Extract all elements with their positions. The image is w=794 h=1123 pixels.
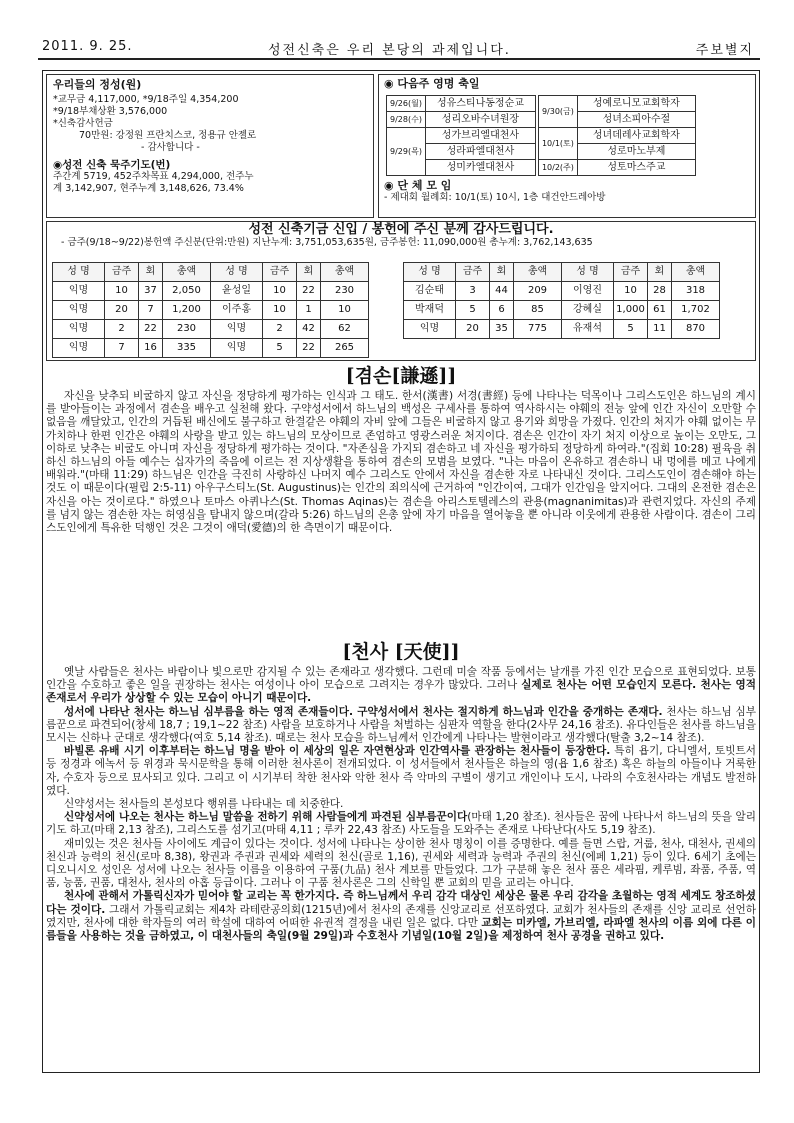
donation-summary: - 금주(9/18~9/22)봉헌액 주신분(단위:만원) 지난누계: 3,751,053,635원, 금주봉헌: 11,090,000원 총누계: 3,762,143,635 bbox=[61, 237, 593, 248]
group-title: ◉ 단 체 모 임 bbox=[384, 179, 452, 192]
donation-cell: 2 bbox=[105, 320, 139, 339]
angel-paragraph: 바빌론 유배 시기 이후부터는 하느님 명을 받아 이 세상의 일은 자연현상과 인간역사를 관장하는 천사들이 등장한다. 특히 욥기, 다니엘서, 토빗트서 등 정경과 에녹서 등 위경과 묵시문학을 통해 이러한 천사론이 전개되었다. 이 성서들에서 천사들은 하늘의 영(욥 1,6 참조) 혹은 하늘의 아들이나 거룩한 자, 수호자 등으로 묘사되고 있다. 그리고 이 시기부터 착한 천사와 악한 천사 즉 악마의 구별이 생기고 개인이나 도시, 나라의 수호천사라는 개념도 발전하였다. bbox=[46, 745, 756, 797]
donation-cell: 775 bbox=[514, 320, 562, 339]
donation-cell: 김순태 bbox=[404, 282, 456, 301]
offering-box bbox=[46, 74, 374, 218]
edition-label: 주보별지 bbox=[695, 43, 754, 58]
feast-name: 성가브리엘대천사 bbox=[425, 128, 535, 144]
donation-cell: 10 bbox=[321, 301, 369, 320]
feast-table-left: 9/26(월) 성유스티나동정순교 9/28(수) 성리오바수녀원장 9/29(목) 성가브리엘대천사 성라파엘대천사 성미카엘대천사 bbox=[386, 95, 536, 176]
donation-cell: 11 bbox=[648, 320, 672, 339]
donation-row bbox=[53, 339, 369, 358]
angel-title: [천사 [天使]] bbox=[342, 641, 460, 663]
humility-text: 자신을 낮추되 비굴하지 않고 자신을 정당하게 평가하는 인식과 그 태도. 한서(漢書) 서경(書經) 등에 나타나는 덕목이나 그리스도인은 하느님의 계시를 받아들이는 과정에서 겸손을 배우고 실천해 왔다. 구약성서에서 하느님의 백성은 구세사를 통하여 역사하시는 야훼의 전능 앞에 인간 자신이 오만할 수 없음을 깨달았고, 인간의 거듭된 배신에도 불구하고 한결같은 야훼의 자비 앞에 그들은 비굴하지 않고 용기와 희망을 가졌다. 인간의 처지가 야훼 없이는 무가치하나 한편 인간은 야훼의 사랑을 받고 있는 하느님의 모상이므로 존엄하고 영광스러운 처지이다. 겸손은 인간이 자기 처지 이상으로 높이는 오만도, 그 이하로 낮추는 비굴도 아니며 자신을 정당하게 평가하는 것이다. "자존심을 가지되 겸손하고 네 자신을 평가하되 정당하게 하여라."(집회 10:28) 필육을 취하신 하느님의 아들 예수는 십자가의 죽음에 이르는 전 지상생활을 통하여 겸손의 모범을 보였다. "나는 마음이 온유하고 겸손하니 내 멍에를 메고 나에게 배워라."(마태 11:29) 하느님은 인간을 극진히 사랑하신 나머지 예수 그리스도 안에서 자신을 겸손한 자로 나타내신 것이다. 그리스도인이 겸손해야 하는 것도 이 때문이다(필립 2:5-11) 아우구스티노(St. Augustinus)는 인간의 죄의식에 근거하여 "인간이여, 그대가 인간임을 알지어다. 그대의 온전한 겸손은 자신을 아는 것이로다." 하였으나 토마스 아퀴나스(St. Thomas Aqinas)는 겸손을 아리스토텔레스의 관용(magnanimitas)과 관련지었다. 자신의 주제를 넘지 않는 겸손한 자는 허영심을 탐내지 않으며(갈라 5:26) 하느님의 은총 앞에 자기 마음을 열어놓을 뿐 아니라 이웃에게 관용한 사람이다. 겸손이 그리스도인에게 특유한 덕행인 것은 그것이 애덕(愛德)의 한 측면이기 때문이다. bbox=[46, 390, 756, 535]
donation-cell: 20 bbox=[456, 320, 490, 339]
donation-cell: 익명 bbox=[211, 320, 263, 339]
donation-header-cell: 성 명 bbox=[211, 263, 263, 282]
donation-header-cell: 회 bbox=[297, 263, 321, 282]
donation-cell: 42 bbox=[297, 320, 321, 339]
donation-header-cell: 성 명 bbox=[562, 263, 614, 282]
donation-cell: 5 bbox=[456, 301, 490, 320]
donation-header-cell: 금주 bbox=[614, 263, 648, 282]
donation-cell: 265 bbox=[321, 339, 369, 358]
angel-paragraph: 천사에 관해서 가톨릭신자가 믿어야 할 교리는 꼭 한가지다. 즉 하느님께서 우리 감각 대상인 세상은 물론 우리 감각을 초월하는 영적 세계도 창조하셨다는 것이다. 그래서 가톨릭교회는 제4차 라테란공의회(1215년)에서 천사의 존재를 신앙교리로 선포하였다. 교회가 천사들의 존재를 신앙 교리로 선언하였지만, 천사에 대한 학자들의 여러 학설에 대하여 어떠한 유권적 결정을 내린 일은 없다. 다만 교회는 미카엘, 가브리엘, 라파엘 천사의 이름 외에 다른 이름들을 사용하는 것을 금하였고, 이 대천사들의 축일(9월 29일)과 수호천사 기념일(10월 2일)을 제정하여 천사 공경을 권하고 있다. bbox=[46, 890, 756, 943]
offering-line: *신축감사헌금 bbox=[53, 118, 113, 129]
donation-cell: 6 bbox=[490, 301, 514, 320]
offering-line: *9/18부채상환 3,576,000 bbox=[53, 106, 168, 117]
donation-cell: 1 bbox=[297, 301, 321, 320]
donation-header-cell: 총액 bbox=[163, 263, 211, 282]
feast-name: 성예로니모교회학자 bbox=[577, 96, 695, 112]
donation-header-cell: 총액 bbox=[672, 263, 720, 282]
donation-cell: 37 bbox=[139, 282, 163, 301]
angel-paragraph: 신약성서는 천사들의 본성보다 행위를 나타내는 데 치중한다. bbox=[64, 798, 344, 811]
donation-cell: 2,050 bbox=[163, 282, 211, 301]
donation-cell: 7 bbox=[139, 301, 163, 320]
donation-header-cell: 회 bbox=[490, 263, 514, 282]
group-meeting-line: - 제대회 월례회: 10/1(토) 10시, 1층 대건안드레아방 bbox=[384, 192, 606, 203]
angel-section bbox=[46, 640, 756, 943]
donation-cell: 강혜실 bbox=[562, 301, 614, 320]
donation-header-cell: 성 명 bbox=[404, 263, 456, 282]
page-header bbox=[38, 36, 760, 60]
feast-name: 성로마노부제 bbox=[577, 144, 695, 160]
offering-thanks: - 감사합니다 - bbox=[141, 142, 200, 153]
donation-header-cell: 성 명 bbox=[53, 263, 105, 282]
donation-cell: 박재덕 bbox=[404, 301, 456, 320]
feast-title: ◉ 다음주 영명 축일 bbox=[384, 77, 480, 90]
donation-cell: 익명 bbox=[53, 339, 105, 358]
issue-date: 2011. 9. 25. bbox=[42, 39, 133, 54]
donation-cell: 35 bbox=[490, 320, 514, 339]
feast-name: 성녀데레사교회학자 bbox=[577, 128, 695, 144]
donation-cell: 20 bbox=[105, 301, 139, 320]
donation-cell: 22 bbox=[297, 339, 321, 358]
feast-table-right: 9/30(금) 성예로니모교회학자 성녀소피아수절 10/1(토) 성녀데레사교회학자 성로마노부제 10/2(주) 성토마스주교 bbox=[538, 95, 696, 176]
donation-title: 성전 신축기금 신입 / 봉헌에 주신 분께 감사드립니다. bbox=[248, 222, 554, 237]
donation-cell: 44 bbox=[490, 282, 514, 301]
donation-header-cell: 총액 bbox=[321, 263, 369, 282]
donation-cell: 익명 bbox=[53, 320, 105, 339]
offering-line: *교무금 4,117,000, *9/18주일 4,354,200 bbox=[53, 94, 239, 105]
donation-cell: 윤성일 bbox=[211, 282, 263, 301]
feast-name: 성리오바수녀원장 bbox=[425, 112, 535, 128]
donation-cell: 230 bbox=[163, 320, 211, 339]
donation-cell: 230 bbox=[321, 282, 369, 301]
donation-header-cell: 금주 bbox=[456, 263, 490, 282]
donation-cell: 318 bbox=[672, 282, 720, 301]
rosary-line: 주간계 5719, 452주차목표 4,294,000, 전주누 bbox=[53, 171, 254, 182]
donation-row bbox=[404, 282, 720, 301]
donation-cell: 1,702 bbox=[672, 301, 720, 320]
donation-cell: 1,000 bbox=[614, 301, 648, 320]
rosary-title: ◉성전 신축 묵주기도(번) bbox=[53, 159, 171, 171]
donation-cell: 10 bbox=[614, 282, 648, 301]
donation-table-right bbox=[403, 262, 720, 339]
feast-name: 성토마스주교 bbox=[577, 160, 695, 176]
donation-cell: 3 bbox=[456, 282, 490, 301]
humility-section bbox=[46, 364, 756, 535]
donation-cell: 익명 bbox=[53, 282, 105, 301]
donation-cell: 10 bbox=[263, 282, 297, 301]
donation-cell: 유재석 bbox=[562, 320, 614, 339]
feast-name: 성유스티나동정순교 bbox=[425, 96, 535, 112]
donation-cell: 익명 bbox=[211, 339, 263, 358]
donation-cell: 7 bbox=[105, 339, 139, 358]
angel-paragraph: 신약성서에 나오는 천사는 하느님 말씀을 전하기 위해 사람들에게 파견된 심부름꾼이다(마태 1,20 참조). 천사들은 꿈에 나타나서 하느님의 뜻을 알리기도 하고(마태 2,13 참조), 그리스도를 섬기고(마태 4,11 ; 루카 22,43 참조) 사도들을 도와주는 존재로 나타난다(사도 5,19 참조). bbox=[46, 811, 756, 837]
donation-row bbox=[53, 301, 369, 320]
donation-row bbox=[404, 320, 720, 339]
offering-donors: 70만원: 강정원 프란치스코, 정용규 안젤로 bbox=[79, 130, 257, 141]
angel-paragraph: 성서에 나타난 천사는 하느님 심부름을 하는 영적 존재들이다. 구약성서에서 천사는 절지하게 하느님과 인간을 중개하는 존재다. 천사는 하느님 심부름꾼으로 파견되어(창세 18,7 ; 19,1~22 참조) 사람을 보호하거나 사람을 처벌하는 심판자 역할을 한다(2사무 24,16 참조). 유다인들은 천사를 하느님을 모시는 신하나 군대로 생각했다(여호 5,14 참조). 때로는 천사 모습을 하느님께서 인간에게 나타나는 발현이라고 생각했다(탈출 3,2~14 참조). bbox=[46, 705, 756, 745]
donation-cell: 209 bbox=[514, 282, 562, 301]
donation-cell: 이주홍 bbox=[211, 301, 263, 320]
schedule-box bbox=[378, 74, 756, 218]
donation-cell: 이영진 bbox=[562, 282, 614, 301]
donation-cell: 10 bbox=[263, 301, 297, 320]
donation-cell: 5 bbox=[614, 320, 648, 339]
offering-title: 우리들의 정성(원) bbox=[53, 78, 142, 91]
feast-name: 성라파엘대천사 bbox=[425, 144, 535, 160]
donation-cell: 16 bbox=[139, 339, 163, 358]
donation-header-cell: 회 bbox=[139, 263, 163, 282]
rosary-line: 계 3,142,907, 현주누계 3,148,626, 73.4% bbox=[53, 183, 244, 194]
donation-row bbox=[404, 301, 720, 320]
donation-cell: 22 bbox=[139, 320, 163, 339]
donation-cell: 1,200 bbox=[163, 301, 211, 320]
donation-row bbox=[53, 320, 369, 339]
donation-cell: 익명 bbox=[404, 320, 456, 339]
donation-header-cell: 회 bbox=[648, 263, 672, 282]
header-slogan: 성전신축은 우리 본당의 과제입니다. bbox=[268, 43, 511, 58]
angel-paragraph: 옛날 사람들은 천사는 바람이나 빛으로만 감지될 수 있는 존재라고 생각했다. 그런데 미술 작품 등에서는 날개를 가진 인간 모습으로 표현되었다. 보통 인간을 수호하고 좋은 일을 권장하는 천사는 여성이나 아이 모습으로 그려지는 경우가 많았다. 그러나 실제로 천사는 어떤 모습인지 모른다. 천사는 영적 존재로서 우리가 상상할 수 있는 모습이 아니기 때문이다. bbox=[46, 666, 757, 705]
donation-cell: 익명 bbox=[53, 301, 105, 320]
donation-table-left bbox=[52, 262, 369, 358]
donation-header-cell: 총액 bbox=[514, 263, 562, 282]
donation-cell: 85 bbox=[514, 301, 562, 320]
feast-name: 성녀소피아수절 bbox=[577, 112, 695, 128]
donation-cell: 2 bbox=[263, 320, 297, 339]
humility-title: [겸손[謙遜]] bbox=[345, 365, 457, 387]
donation-cell: 10 bbox=[105, 282, 139, 301]
donation-cell: 61 bbox=[648, 301, 672, 320]
donation-cell: 28 bbox=[648, 282, 672, 301]
donation-cell: 22 bbox=[297, 282, 321, 301]
donation-row bbox=[53, 282, 369, 301]
donation-cell: 335 bbox=[163, 339, 211, 358]
feast-name: 성미카엘대천사 bbox=[425, 160, 535, 176]
donation-cell: 870 bbox=[672, 320, 720, 339]
donation-box bbox=[46, 221, 756, 361]
donation-header-cell: 금주 bbox=[105, 263, 139, 282]
donation-cell: 62 bbox=[321, 320, 369, 339]
donation-cell: 5 bbox=[263, 339, 297, 358]
angel-paragraph: 재미있는 것은 천사들 사이에도 계급이 있다는 것이다. 성서에 나타나는 상이한 천사 명칭이 이를 증명한다. 예를 들면 스랍, 거룹, 천사, 대천사, 권세의 천신과 능력의 천신(로마 8,38), 왕권과 주권과 권세와 세력의 천신(골로 1,16), 권세와 세력과 능력과 주권의 천신(에페 1,21) 등이 있다. 6세기 초에는 디오니시오 성인은 성서에 나오는 천사들 이름을 이용하여 구품(九品) 천사 계보를 만들었다. 그가 구분해 놓은 천사 품은 세라핌, 케루빔, 좌품, 주품, 역품, 능품, 권품, 대천사, 천사의 아홉 등급이다. 그러나 이 구품 천사론은 그의 신학일 뿐 교회의 믿을 교리는 아니다. bbox=[46, 837, 756, 890]
donation-header-cell: 금주 bbox=[263, 263, 297, 282]
